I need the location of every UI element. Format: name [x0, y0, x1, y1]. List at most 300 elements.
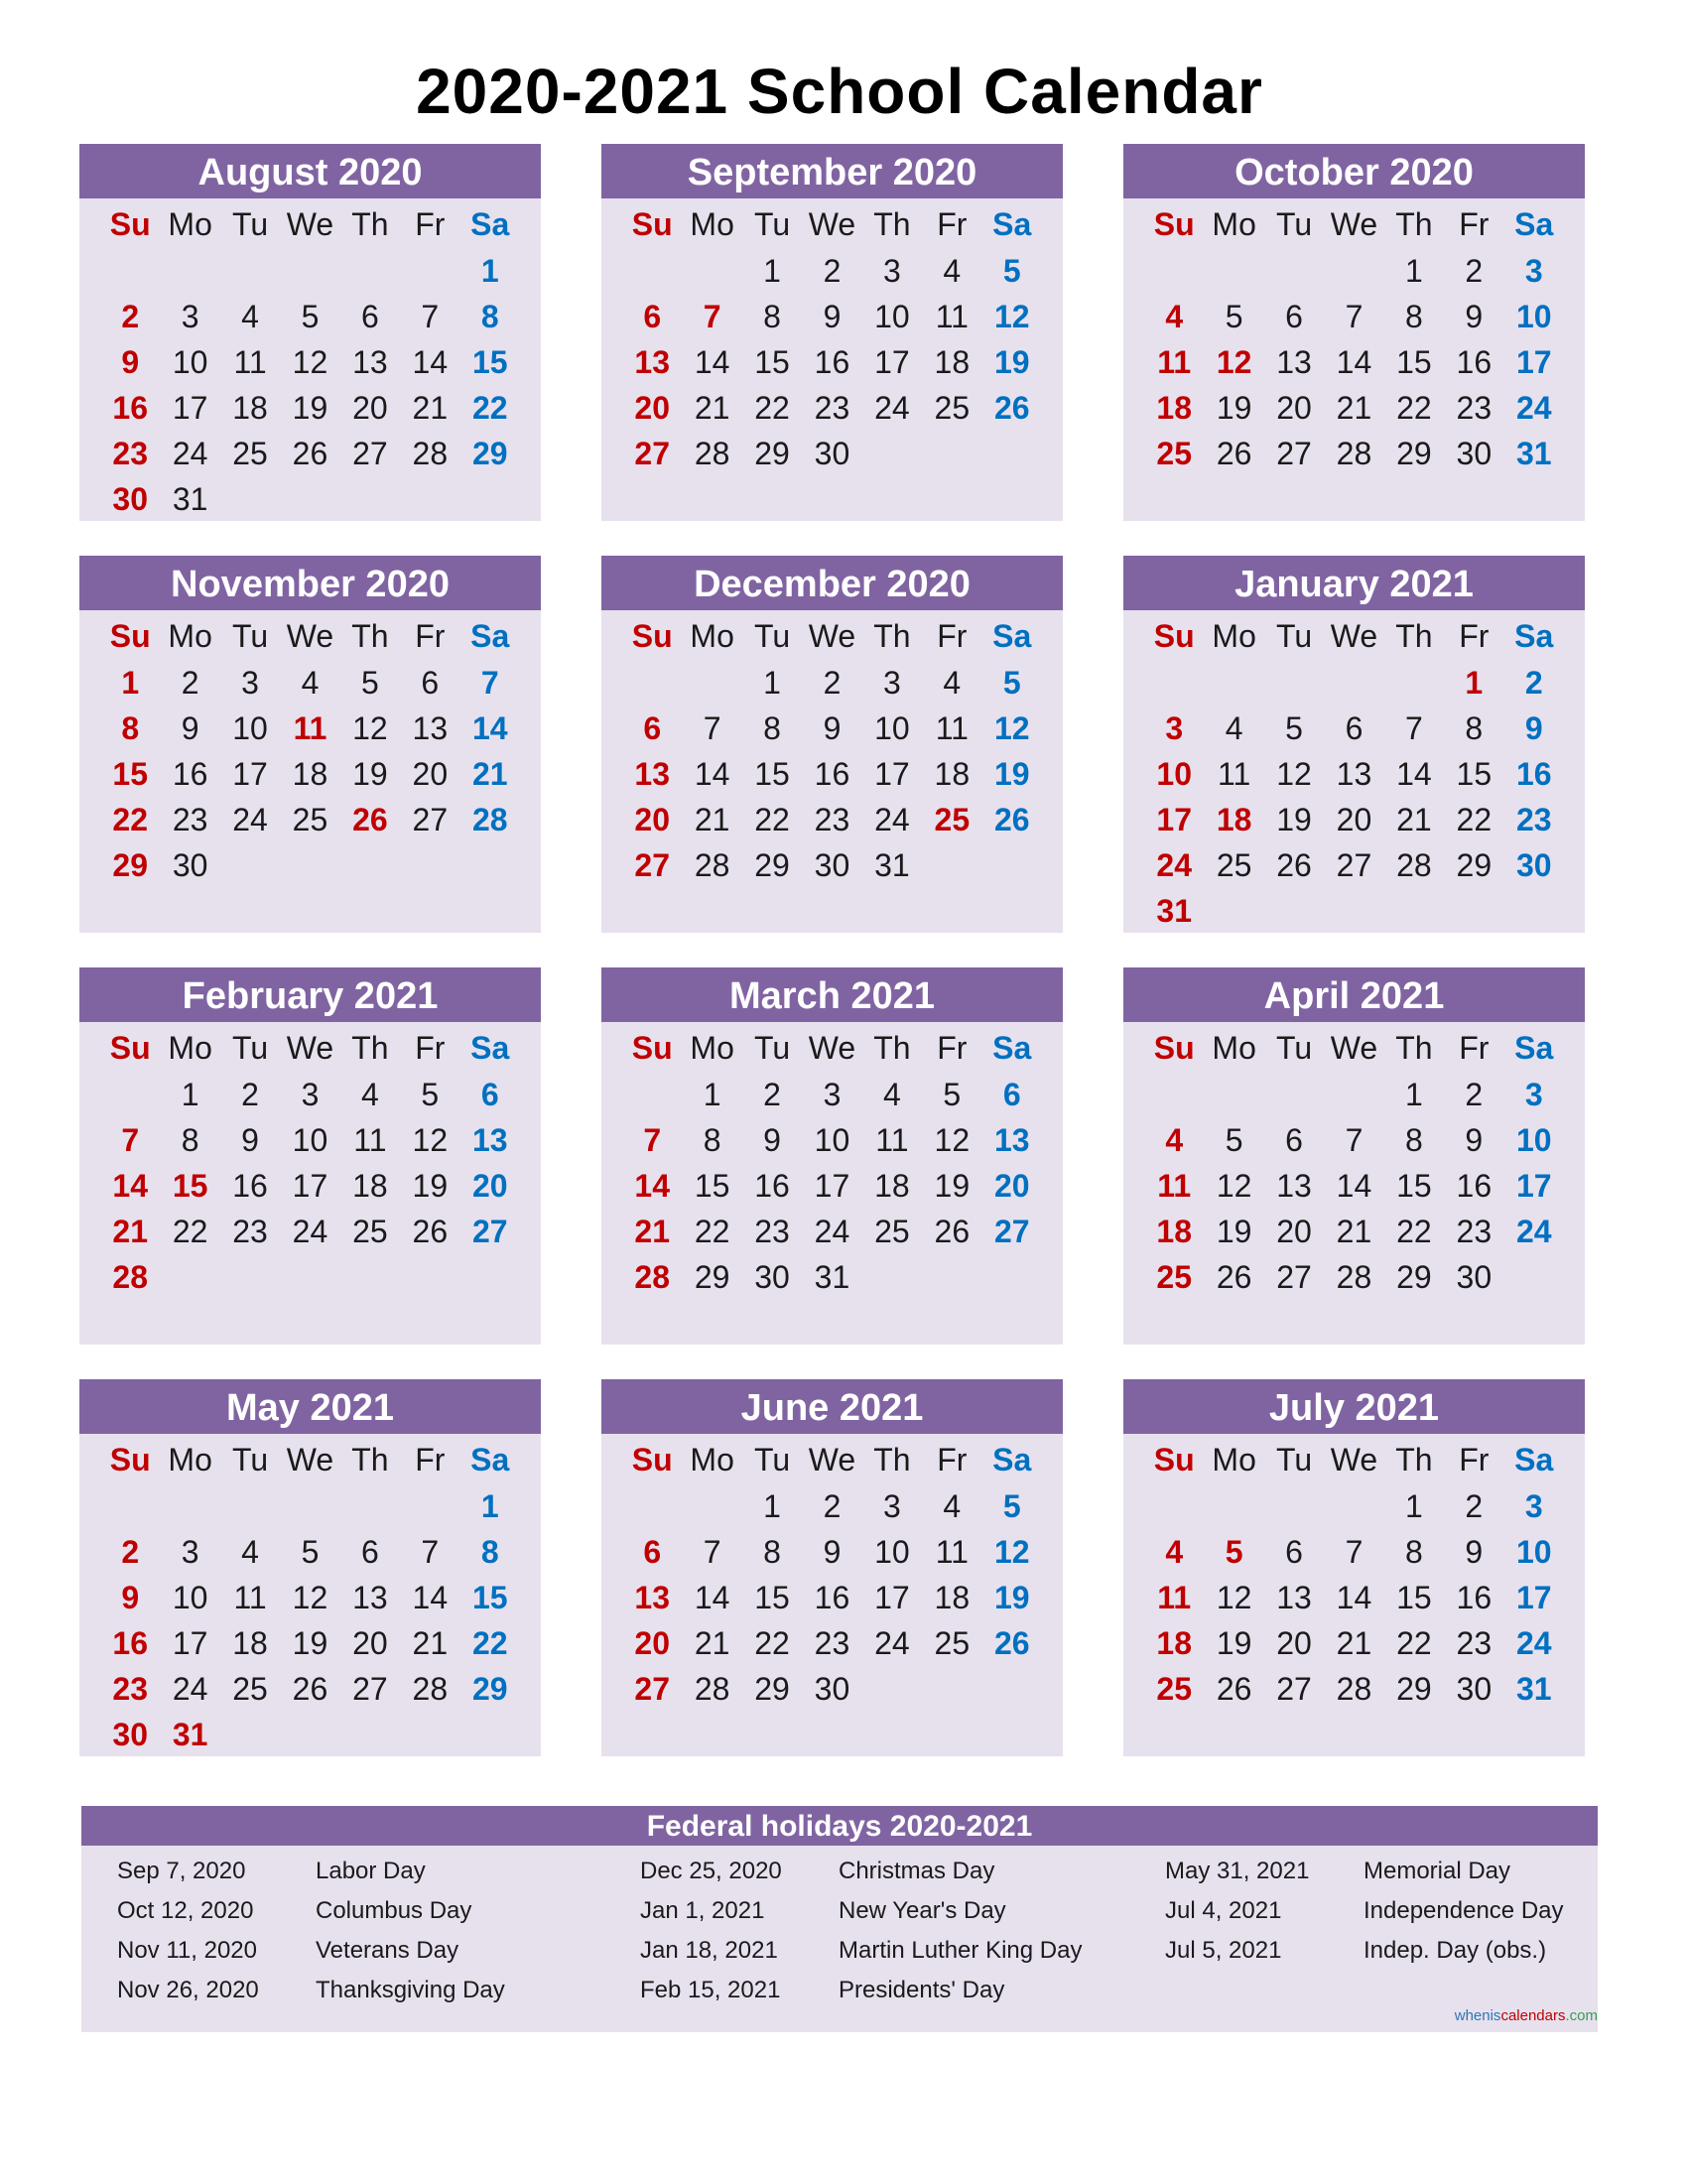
- day-cell[interactable]: 23: [1515, 802, 1552, 837]
- day-cell[interactable]: 21: [694, 390, 730, 426]
- day-cell[interactable]: 8: [1405, 299, 1423, 334]
- day-cell[interactable]: 28: [694, 1671, 730, 1707]
- day-cell[interactable]: 8: [1405, 1122, 1423, 1158]
- day-cell[interactable]: 25: [352, 1214, 388, 1249]
- day-cell[interactable]: 1: [703, 1077, 721, 1112]
- day-cell[interactable]: 16: [112, 1625, 148, 1661]
- day-cell[interactable]: 22: [1396, 390, 1432, 426]
- day-cell[interactable]: 3: [1165, 710, 1184, 746]
- day-cell[interactable]: 11: [1157, 344, 1192, 380]
- day-cell[interactable]: 1: [181, 1077, 199, 1112]
- day-cell[interactable]: 15: [754, 756, 790, 792]
- day-cell[interactable]: 28: [112, 1259, 148, 1295]
- day-cell[interactable]: 2: [763, 1077, 781, 1112]
- day-cell[interactable]: 5: [1002, 253, 1021, 289]
- day-cell[interactable]: 3: [1524, 253, 1543, 289]
- day-cell[interactable]: 22: [754, 802, 790, 837]
- day-cell[interactable]: 6: [643, 710, 662, 746]
- day-cell[interactable]: 9: [823, 710, 842, 746]
- day-cell[interactable]: 12: [1276, 756, 1312, 792]
- day-cell[interactable]: 6: [1002, 1077, 1021, 1112]
- day-cell[interactable]: 21: [112, 1214, 148, 1249]
- day-cell[interactable]: 9: [763, 1122, 781, 1158]
- day-cell[interactable]: 17: [232, 756, 268, 792]
- day-cell[interactable]: 4: [1225, 710, 1243, 746]
- day-cell[interactable]: 24: [1515, 1214, 1552, 1249]
- day-cell[interactable]: 25: [232, 1671, 268, 1707]
- day-cell[interactable]: 18: [1216, 802, 1252, 837]
- day-cell[interactable]: 29: [112, 847, 148, 883]
- day-cell[interactable]: 25: [874, 1214, 910, 1249]
- day-cell[interactable]: 22: [1456, 802, 1493, 837]
- day-cell[interactable]: 6: [421, 665, 440, 701]
- day-cell[interactable]: 11: [1157, 1168, 1192, 1204]
- day-cell[interactable]: 30: [1515, 847, 1552, 883]
- day-cell[interactable]: 28: [694, 436, 730, 471]
- day-cell[interactable]: 9: [121, 1580, 140, 1615]
- day-cell[interactable]: 2: [241, 1077, 259, 1112]
- day-cell[interactable]: 12: [993, 299, 1030, 334]
- site-credit[interactable]: [1455, 2007, 1598, 2024]
- day-cell[interactable]: 26: [292, 1671, 328, 1707]
- day-cell[interactable]: 27: [352, 1671, 388, 1707]
- day-cell[interactable]: 20: [634, 1625, 670, 1661]
- day-cell[interactable]: 30: [1456, 436, 1493, 471]
- day-cell[interactable]: 1: [480, 253, 499, 289]
- day-cell[interactable]: 25: [292, 802, 328, 837]
- day-cell[interactable]: 23: [754, 1214, 790, 1249]
- day-cell[interactable]: 30: [814, 847, 850, 883]
- day-cell[interactable]: 10: [172, 1580, 208, 1615]
- day-cell[interactable]: 9: [1465, 299, 1484, 334]
- day-cell[interactable]: 4: [301, 665, 320, 701]
- day-cell[interactable]: 19: [934, 1168, 971, 1204]
- day-cell[interactable]: 11: [293, 710, 327, 746]
- day-cell[interactable]: 21: [1336, 1625, 1372, 1661]
- day-cell[interactable]: 10: [1156, 756, 1192, 792]
- day-cell[interactable]: 11: [875, 1122, 909, 1158]
- day-cell[interactable]: 28: [471, 802, 508, 837]
- day-cell[interactable]: 15: [754, 344, 790, 380]
- day-cell[interactable]: 10: [1515, 1122, 1552, 1158]
- day-cell[interactable]: 13: [412, 710, 449, 746]
- day-cell[interactable]: 16: [814, 1580, 850, 1615]
- day-cell[interactable]: 25: [232, 436, 268, 471]
- day-cell[interactable]: 17: [874, 756, 910, 792]
- day-cell[interactable]: 4: [361, 1077, 379, 1112]
- day-cell[interactable]: 26: [993, 390, 1030, 426]
- day-cell[interactable]: 14: [694, 344, 730, 380]
- day-cell[interactable]: 24: [292, 1214, 328, 1249]
- day-cell[interactable]: 3: [301, 1077, 320, 1112]
- day-cell[interactable]: 27: [1276, 1259, 1312, 1295]
- day-cell[interactable]: 20: [1336, 802, 1372, 837]
- day-cell[interactable]: 6: [1345, 710, 1363, 746]
- day-cell[interactable]: 17: [874, 1580, 910, 1615]
- day-cell[interactable]: 22: [112, 802, 148, 837]
- day-cell[interactable]: 5: [1285, 710, 1303, 746]
- day-cell[interactable]: 2: [823, 253, 842, 289]
- day-cell[interactable]: 1: [1405, 1488, 1423, 1524]
- day-cell[interactable]: 22: [1396, 1625, 1432, 1661]
- day-cell[interactable]: 13: [352, 344, 388, 380]
- day-cell[interactable]: 5: [301, 299, 320, 334]
- day-cell[interactable]: 3: [883, 253, 901, 289]
- day-cell[interactable]: 12: [993, 710, 1030, 746]
- day-cell[interactable]: 2: [121, 1534, 140, 1570]
- day-cell[interactable]: 25: [934, 1625, 971, 1661]
- day-cell[interactable]: 10: [814, 1122, 850, 1158]
- day-cell[interactable]: 15: [112, 756, 148, 792]
- day-cell[interactable]: 16: [1456, 1168, 1493, 1204]
- day-cell[interactable]: 21: [694, 1625, 730, 1661]
- day-cell[interactable]: 19: [993, 344, 1030, 380]
- day-cell[interactable]: 8: [181, 1122, 199, 1158]
- day-cell[interactable]: 7: [703, 299, 721, 334]
- day-cell[interactable]: 4: [241, 299, 259, 334]
- day-cell[interactable]: 21: [1336, 1214, 1372, 1249]
- day-cell[interactable]: 15: [1396, 1168, 1432, 1204]
- day-cell[interactable]: 7: [703, 1534, 721, 1570]
- day-cell[interactable]: 26: [1216, 1259, 1252, 1295]
- day-cell[interactable]: 17: [874, 344, 910, 380]
- day-cell[interactable]: 12: [352, 710, 388, 746]
- day-cell[interactable]: 9: [241, 1122, 259, 1158]
- day-cell[interactable]: 14: [694, 1580, 730, 1615]
- day-cell[interactable]: 14: [112, 1168, 148, 1204]
- day-cell[interactable]: 26: [1216, 1671, 1252, 1707]
- day-cell[interactable]: 19: [1276, 802, 1312, 837]
- day-cell[interactable]: 27: [1336, 847, 1372, 883]
- day-cell[interactable]: 17: [292, 1168, 328, 1204]
- day-cell[interactable]: 16: [112, 390, 148, 426]
- day-cell[interactable]: 17: [1515, 1168, 1552, 1204]
- day-cell[interactable]: 23: [814, 802, 850, 837]
- day-cell[interactable]: 26: [1276, 847, 1312, 883]
- day-cell[interactable]: 2: [1465, 253, 1484, 289]
- day-cell[interactable]: 10: [172, 344, 208, 380]
- day-cell[interactable]: 12: [292, 344, 328, 380]
- day-cell[interactable]: 6: [361, 299, 379, 334]
- day-cell[interactable]: 10: [292, 1122, 328, 1158]
- day-cell[interactable]: 29: [471, 436, 508, 471]
- day-cell[interactable]: 14: [694, 756, 730, 792]
- day-cell[interactable]: 13: [1276, 1168, 1312, 1204]
- day-cell[interactable]: 2: [823, 1488, 842, 1524]
- day-cell[interactable]: 1: [1405, 1077, 1423, 1112]
- day-cell[interactable]: 3: [883, 1488, 901, 1524]
- day-cell[interactable]: 13: [634, 756, 670, 792]
- day-cell[interactable]: 7: [1405, 710, 1423, 746]
- day-cell[interactable]: 23: [1456, 1625, 1493, 1661]
- day-cell[interactable]: 4: [943, 665, 962, 701]
- day-cell[interactable]: 22: [754, 1625, 790, 1661]
- day-cell[interactable]: 5: [421, 1077, 440, 1112]
- day-cell[interactable]: 13: [1276, 1580, 1312, 1615]
- day-cell[interactable]: 28: [1336, 1259, 1372, 1295]
- day-cell[interactable]: 28: [1396, 847, 1432, 883]
- day-cell[interactable]: 5: [1225, 1122, 1243, 1158]
- day-cell[interactable]: 11: [935, 710, 969, 746]
- day-cell[interactable]: 29: [1396, 436, 1432, 471]
- day-cell[interactable]: 14: [634, 1168, 670, 1204]
- day-cell[interactable]: 15: [471, 344, 508, 380]
- day-cell[interactable]: 9: [823, 299, 842, 334]
- day-cell[interactable]: 8: [763, 299, 781, 334]
- day-cell[interactable]: 17: [172, 1625, 208, 1661]
- day-cell[interactable]: 28: [412, 436, 449, 471]
- day-cell[interactable]: 30: [814, 1671, 850, 1707]
- day-cell[interactable]: 21: [634, 1214, 670, 1249]
- day-cell[interactable]: 3: [181, 1534, 199, 1570]
- day-cell[interactable]: 7: [703, 710, 721, 746]
- day-cell[interactable]: 27: [634, 847, 670, 883]
- day-cell[interactable]: 20: [1276, 1625, 1312, 1661]
- day-cell[interactable]: 12: [1216, 344, 1252, 380]
- day-cell[interactable]: 8: [480, 299, 499, 334]
- day-cell[interactable]: 12: [993, 1534, 1030, 1570]
- day-cell[interactable]: 23: [1456, 390, 1493, 426]
- day-cell[interactable]: 8: [480, 1534, 499, 1570]
- day-cell[interactable]: 6: [1285, 299, 1303, 334]
- day-cell[interactable]: 17: [172, 390, 208, 426]
- day-cell[interactable]: 30: [1456, 1259, 1493, 1295]
- day-cell[interactable]: 3: [823, 1077, 842, 1112]
- day-cell[interactable]: 10: [1515, 1534, 1552, 1570]
- day-cell[interactable]: 21: [694, 802, 730, 837]
- day-cell[interactable]: 20: [634, 390, 670, 426]
- day-cell[interactable]: 3: [883, 665, 901, 701]
- day-cell[interactable]: 7: [1345, 1534, 1363, 1570]
- day-cell[interactable]: 15: [754, 1580, 790, 1615]
- day-cell[interactable]: 19: [412, 1168, 449, 1204]
- day-cell[interactable]: 27: [634, 436, 670, 471]
- day-cell[interactable]: 3: [1524, 1077, 1543, 1112]
- day-cell[interactable]: 25: [1156, 436, 1192, 471]
- day-cell[interactable]: 7: [421, 299, 440, 334]
- day-cell[interactable]: 17: [1515, 344, 1552, 380]
- day-cell[interactable]: 31: [1515, 436, 1552, 471]
- day-cell[interactable]: 29: [1456, 847, 1493, 883]
- day-cell[interactable]: 12: [412, 1122, 449, 1158]
- day-cell[interactable]: 17: [1156, 802, 1192, 837]
- day-cell[interactable]: 21: [1396, 802, 1432, 837]
- day-cell[interactable]: 18: [874, 1168, 910, 1204]
- day-cell[interactable]: 4: [1165, 1534, 1184, 1570]
- day-cell[interactable]: 11: [1157, 1580, 1192, 1615]
- day-cell[interactable]: 9: [121, 344, 140, 380]
- day-cell[interactable]: 24: [232, 802, 268, 837]
- day-cell[interactable]: 28: [694, 847, 730, 883]
- day-cell[interactable]: 3: [241, 665, 259, 701]
- day-cell[interactable]: 14: [1396, 756, 1432, 792]
- day-cell[interactable]: 6: [480, 1077, 499, 1112]
- day-cell[interactable]: 25: [934, 390, 971, 426]
- day-cell[interactable]: 18: [232, 390, 268, 426]
- day-cell[interactable]: 27: [412, 802, 449, 837]
- day-cell[interactable]: 14: [471, 710, 508, 746]
- day-cell[interactable]: 7: [421, 1534, 440, 1570]
- day-cell[interactable]: 20: [471, 1168, 508, 1204]
- day-cell[interactable]: 23: [232, 1214, 268, 1249]
- day-cell[interactable]: 5: [943, 1077, 962, 1112]
- day-cell[interactable]: 28: [634, 1259, 670, 1295]
- day-cell[interactable]: 3: [1524, 1488, 1543, 1524]
- day-cell[interactable]: 28: [412, 1671, 449, 1707]
- day-cell[interactable]: 15: [1396, 344, 1432, 380]
- day-cell[interactable]: 24: [172, 436, 208, 471]
- day-cell[interactable]: 14: [1336, 1168, 1372, 1204]
- day-cell[interactable]: 20: [993, 1168, 1030, 1204]
- day-cell[interactable]: 11: [935, 1534, 969, 1570]
- day-cell[interactable]: 8: [121, 710, 140, 746]
- day-cell[interactable]: 13: [1276, 344, 1312, 380]
- day-cell[interactable]: 18: [934, 1580, 971, 1615]
- day-cell[interactable]: 19: [292, 1625, 328, 1661]
- day-cell[interactable]: 26: [993, 1625, 1030, 1661]
- day-cell[interactable]: 27: [1276, 1671, 1312, 1707]
- day-cell[interactable]: 2: [1465, 1488, 1484, 1524]
- day-cell[interactable]: 29: [754, 847, 790, 883]
- day-cell[interactable]: 3: [181, 299, 199, 334]
- day-cell[interactable]: 18: [232, 1625, 268, 1661]
- day-cell[interactable]: 13: [471, 1122, 508, 1158]
- day-cell[interactable]: 7: [121, 1122, 140, 1158]
- day-cell[interactable]: 13: [634, 1580, 670, 1615]
- day-cell[interactable]: 31: [1515, 1671, 1552, 1707]
- day-cell[interactable]: 8: [703, 1122, 721, 1158]
- day-cell[interactable]: 26: [292, 436, 328, 471]
- day-cell[interactable]: 2: [823, 665, 842, 701]
- day-cell[interactable]: 29: [1396, 1259, 1432, 1295]
- day-cell[interactable]: 22: [754, 390, 790, 426]
- day-cell[interactable]: 24: [1515, 390, 1552, 426]
- day-cell[interactable]: 30: [112, 481, 148, 517]
- day-cell[interactable]: 20: [1276, 390, 1312, 426]
- day-cell[interactable]: 29: [471, 1671, 508, 1707]
- day-cell[interactable]: 21: [471, 756, 508, 792]
- day-cell[interactable]: 17: [1515, 1580, 1552, 1615]
- day-cell[interactable]: 19: [352, 756, 388, 792]
- day-cell[interactable]: 10: [874, 1534, 910, 1570]
- day-cell[interactable]: 6: [643, 1534, 662, 1570]
- day-cell[interactable]: 15: [694, 1168, 730, 1204]
- day-cell[interactable]: 14: [412, 344, 449, 380]
- day-cell[interactable]: 31: [172, 481, 208, 517]
- day-cell[interactable]: 24: [172, 1671, 208, 1707]
- day-cell[interactable]: 15: [1456, 756, 1493, 792]
- day-cell[interactable]: 27: [993, 1214, 1030, 1249]
- day-cell[interactable]: 31: [1156, 893, 1192, 929]
- day-cell[interactable]: 13: [993, 1122, 1030, 1158]
- day-cell[interactable]: 18: [1156, 1214, 1192, 1249]
- day-cell[interactable]: 28: [1336, 1671, 1372, 1707]
- day-cell[interactable]: 10: [1515, 299, 1552, 334]
- day-cell[interactable]: 30: [814, 436, 850, 471]
- day-cell[interactable]: 19: [1216, 390, 1252, 426]
- day-cell[interactable]: 15: [1396, 1580, 1432, 1615]
- day-cell[interactable]: 1: [1465, 665, 1484, 701]
- day-cell[interactable]: 29: [1396, 1671, 1432, 1707]
- day-cell[interactable]: 20: [412, 756, 449, 792]
- day-cell[interactable]: 15: [172, 1168, 208, 1204]
- day-cell[interactable]: 24: [874, 1625, 910, 1661]
- day-cell[interactable]: 1: [480, 1488, 499, 1524]
- day-cell[interactable]: 9: [1465, 1534, 1484, 1570]
- day-cell[interactable]: 25: [1216, 847, 1252, 883]
- day-cell[interactable]: 7: [480, 665, 499, 701]
- day-cell[interactable]: 4: [1165, 1122, 1184, 1158]
- day-cell[interactable]: 27: [634, 1671, 670, 1707]
- day-cell[interactable]: 10: [874, 710, 910, 746]
- day-cell[interactable]: 22: [471, 390, 508, 426]
- day-cell[interactable]: 14: [1336, 1580, 1372, 1615]
- day-cell[interactable]: 23: [112, 436, 148, 471]
- day-cell[interactable]: 26: [993, 802, 1030, 837]
- day-cell[interactable]: 2: [1524, 665, 1543, 701]
- day-cell[interactable]: 28: [1336, 436, 1372, 471]
- day-cell[interactable]: 23: [814, 390, 850, 426]
- day-cell[interactable]: 10: [232, 710, 268, 746]
- day-cell[interactable]: 30: [754, 1259, 790, 1295]
- day-cell[interactable]: 23: [172, 802, 208, 837]
- day-cell[interactable]: 18: [1156, 1625, 1192, 1661]
- day-cell[interactable]: 2: [1465, 1077, 1484, 1112]
- day-cell[interactable]: 5: [1002, 1488, 1021, 1524]
- day-cell[interactable]: 31: [172, 1717, 208, 1752]
- day-cell[interactable]: 11: [1218, 756, 1251, 792]
- day-cell[interactable]: 6: [1285, 1534, 1303, 1570]
- day-cell[interactable]: 1: [1405, 253, 1423, 289]
- day-cell[interactable]: 24: [814, 1214, 850, 1249]
- day-cell[interactable]: 27: [1276, 436, 1312, 471]
- day-cell[interactable]: 1: [763, 665, 781, 701]
- day-cell[interactable]: 22: [172, 1214, 208, 1249]
- day-cell[interactable]: 16: [754, 1168, 790, 1204]
- day-cell[interactable]: 19: [1216, 1625, 1252, 1661]
- day-cell[interactable]: 30: [1456, 1671, 1493, 1707]
- day-cell[interactable]: 14: [1336, 344, 1372, 380]
- day-cell[interactable]: 13: [634, 344, 670, 380]
- day-cell[interactable]: 29: [754, 1671, 790, 1707]
- day-cell[interactable]: 31: [814, 1259, 850, 1295]
- day-cell[interactable]: 13: [352, 1580, 388, 1615]
- day-cell[interactable]: 12: [292, 1580, 328, 1615]
- day-cell[interactable]: 21: [412, 1625, 449, 1661]
- day-cell[interactable]: 18: [934, 756, 971, 792]
- day-cell[interactable]: 9: [1465, 1122, 1484, 1158]
- day-cell[interactable]: 4: [883, 1077, 901, 1112]
- day-cell[interactable]: 9: [823, 1534, 842, 1570]
- day-cell[interactable]: 31: [874, 847, 910, 883]
- day-cell[interactable]: 24: [1515, 1625, 1552, 1661]
- day-cell[interactable]: 20: [1276, 1214, 1312, 1249]
- day-cell[interactable]: 17: [814, 1168, 850, 1204]
- day-cell[interactable]: 26: [934, 1214, 971, 1249]
- day-cell[interactable]: 12: [934, 1122, 971, 1158]
- day-cell[interactable]: 27: [352, 436, 388, 471]
- day-cell[interactable]: 12: [1216, 1580, 1252, 1615]
- day-cell[interactable]: 21: [412, 390, 449, 426]
- day-cell[interactable]: 22: [694, 1214, 730, 1249]
- day-cell[interactable]: 6: [361, 1534, 379, 1570]
- day-cell[interactable]: 5: [301, 1534, 320, 1570]
- day-cell[interactable]: 25: [1156, 1259, 1192, 1295]
- day-cell[interactable]: 18: [292, 756, 328, 792]
- day-cell[interactable]: 19: [1216, 1214, 1252, 1249]
- day-cell[interactable]: 10: [874, 299, 910, 334]
- day-cell[interactable]: 19: [993, 1580, 1030, 1615]
